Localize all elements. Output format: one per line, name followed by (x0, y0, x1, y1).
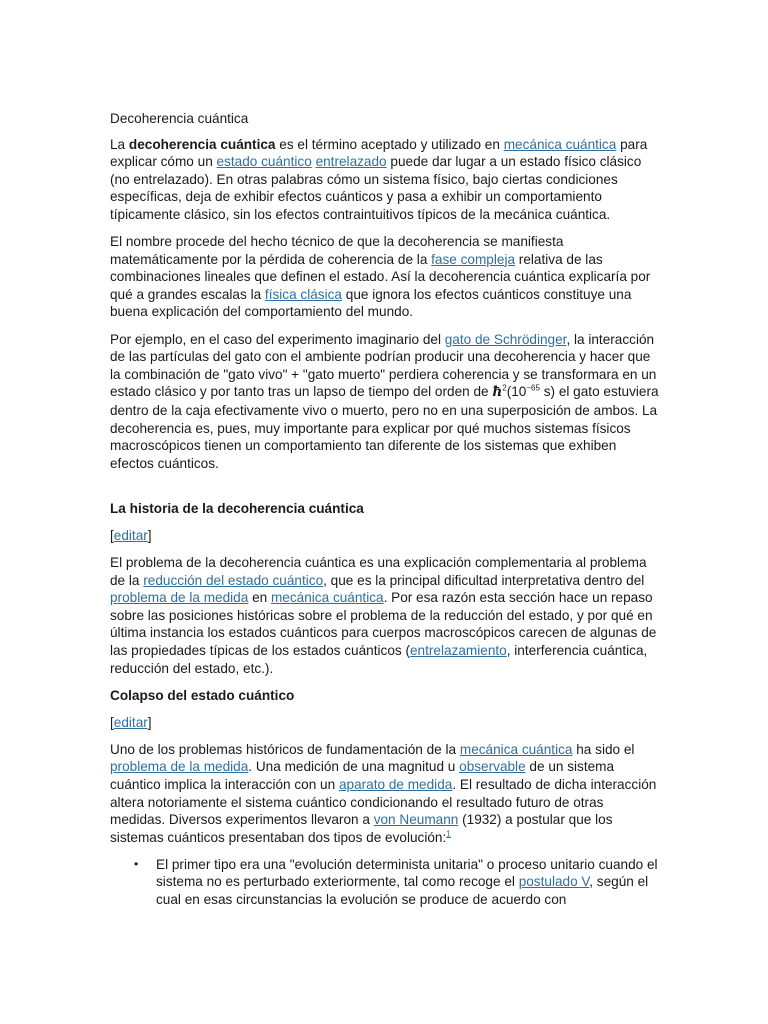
bracket-close: ] (147, 714, 152, 730)
history-paragraph (110, 554, 660, 677)
link-mecanica-cuantica[interactable]: mecánica cuántica (270, 590, 384, 606)
hbar-exponent: 2 (502, 383, 507, 393)
bullet-marker: • (134, 856, 139, 871)
link-gato-de-schrodinger[interactable]: gato de Schrödinger (444, 331, 567, 347)
text-run: El primer tipo era una "evolución determinista unitaria" o proceso unitario cuando el sistema no es perturbado exteriormente, tal como recoge el (156, 856, 658, 890)
link-observable[interactable]: observable (459, 759, 526, 775)
document-page (110, 110, 660, 909)
text-run: La (110, 136, 129, 152)
collapse-paragraph (110, 741, 660, 847)
text-run: El problema de la decoherencia cuántica es una explicación complementaria al problema de la (110, 554, 647, 588)
section-spacer (110, 482, 660, 500)
intro-paragraph (110, 136, 660, 224)
name-origin-paragraph (110, 233, 660, 321)
edit-link-history[interactable]: editar (113, 527, 148, 543)
text-run: Por ejemplo, en el caso del experimento imaginario del (110, 331, 445, 347)
bracket-close: ] (147, 527, 152, 543)
link-fisica-clasica[interactable]: física clásica (264, 286, 342, 302)
bracket-open: [ (110, 527, 114, 543)
text-run: , que es la principal dificultad interpretativa dentro del (323, 572, 645, 588)
link-problema-de-la-medida[interactable]: problema de la medida (110, 590, 249, 606)
text-run: (1932) a postular que los sistemas cuánticos presentaban dos tipos de evolución: (110, 812, 613, 845)
text-run: , la interacción de las partículas del gato con el ambiente podrían producir una decoherencia y hacer que la combinación de "gato vivo" + "gato muerto" perdiera coherencia y se transformara en un estado clásico y por tanto tras un lapso de tiempo del orden de (110, 331, 657, 400)
link-estado-cuantico[interactable]: estado cuántico (216, 154, 312, 170)
edit-link-row (110, 527, 660, 545)
text-run: relativa de las combinaciones lineales que definen el estado. Así la decoherencia cuántica explicaría por qué a grandes escalas la (110, 251, 651, 302)
link-entrelazamiento[interactable]: entrelazamiento (410, 642, 507, 658)
text-run: (10 (506, 384, 527, 400)
text-run: s) el gato estuviera dentro de la caja efectivamente vivo o muerto, pero no en una superposición de ambos. La decoherencia es, pues, muy importante para explicar por qué muchos sistemas físicos macroscópicos tienen un comportamiento tan diferente de los sistemas que exhiben efectos cuánticos. (110, 384, 659, 471)
text-run: ha sido el (572, 741, 635, 757)
text-run: , según el cual en esas circunstancias la evolución se produce de acuerdo con (156, 874, 649, 908)
text-run: que ignora los efectos cuánticos constituye una buena explicación del comportamiento del mundo. (110, 286, 632, 320)
text-run: , interferencia cuántica, reducción del estado, etc.). (110, 642, 648, 676)
term-bold: decoherencia cuántica (128, 136, 276, 152)
link-reduccion-estado-cuantico[interactable]: reducción del estado cuántico (143, 572, 324, 588)
link-problema-de-la-medida[interactable]: problema de la medida (110, 759, 249, 775)
evolution-types-list (110, 856, 660, 909)
text-run: . El resultado de dicha interacción altera notoriamente el sistema cuántico condicionando el resultado futuro de otras medidas. Diversos experimentos llevaron a (110, 777, 657, 828)
text-run: . Por esa razón esta sección hace un repaso sobre las posiciones históricas sobre el problema de la reducción del estado, y por qué en última instancia los estados cuánticos para cuerpos macroscópicos carecen de algunas de las propiedades típicas de los estados cuánticos ( (110, 590, 657, 658)
link-fase-compleja[interactable]: fase compleja (431, 251, 516, 267)
hbar-symbol: ħ (492, 384, 503, 401)
footnote-ref-link[interactable]: 1 (446, 829, 451, 839)
text-run: es el término aceptado y utilizado en (275, 136, 504, 152)
bracket-open: [ (110, 714, 114, 730)
text-run: para explicar cómo un (110, 136, 648, 170)
list-item (134, 856, 660, 909)
link-aparato-de-medida[interactable]: aparato de medida (338, 777, 453, 792)
link-mecanica-cuantica[interactable]: mecánica cuántica (459, 741, 573, 757)
text-run: El nombre procede del hecho técnico de que la decoherencia se manifiesta matemáticamente por la pérdida de coherencia de la (110, 234, 564, 267)
edit-link-collapse[interactable]: editar (113, 714, 148, 730)
link-von-neumann[interactable]: von Neumann (373, 812, 459, 828)
link-postulado-v[interactable]: postulado V (518, 874, 590, 890)
text-run: Uno de los problemas históricos de fundamentación de la (110, 741, 460, 757)
text-run: puede dar lugar a un estado físico clásico (no entrelazado). En otras palabras cómo un sistema físico, bajo ciertas condiciones específicas, deja de exhibir efectos cuánticos y pasa a exhibir un comportamiento típicamente clásico, sin los efectos contraintuitivos típicos de la mecánica cuántica. (110, 154, 642, 222)
document-title: Decoherencia cuántica (110, 111, 249, 126)
exponent: −65 (526, 383, 540, 393)
schrodinger-paragraph (110, 331, 660, 473)
text-run: . Una medición de una magnitud u (248, 759, 460, 775)
link-mecanica-cuantica[interactable]: mecánica cuántica (503, 136, 617, 152)
section-heading-collapse: Colapso del estado cuántico (110, 687, 295, 703)
text-run: de un sistema cuántico implica la interacción con un (110, 759, 615, 792)
link-entrelazado[interactable]: entrelazado (315, 154, 387, 170)
edit-link-row (110, 714, 660, 732)
text-run: en (248, 590, 271, 606)
section-heading-history: La historia de la decoherencia cuántica (110, 500, 364, 516)
